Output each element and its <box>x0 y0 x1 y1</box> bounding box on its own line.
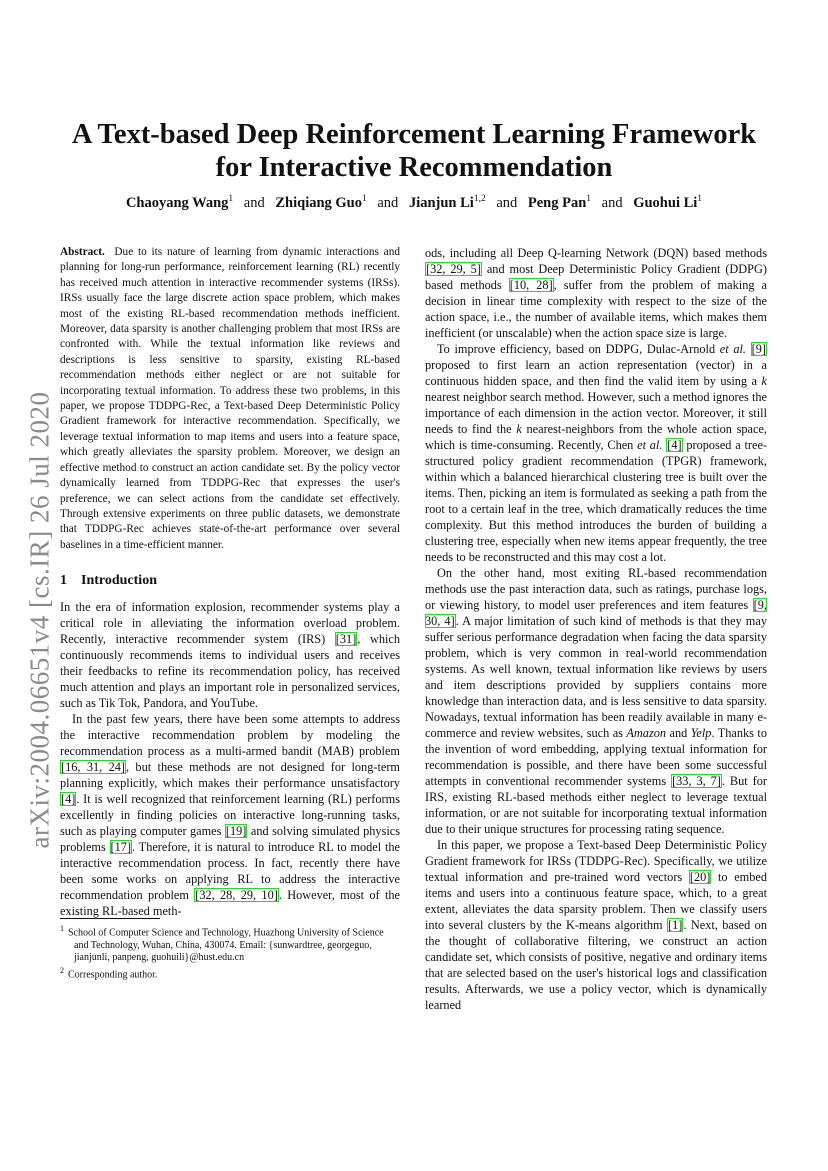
text-run: . Next, based on the thought of collaborative filtering, we construct an action candidate set, which consists of positive, negative and ordinary items that are selected based on the user's historical logs and classification results. Afterwards, we use a policy vector, which is dynamically learned <box>425 918 767 1012</box>
paragraph <box>425 565 767 837</box>
author-name: Jianjun Li <box>408 194 474 211</box>
paragraph <box>425 245 767 341</box>
section-title: Introduction <box>81 573 157 589</box>
italic-text: Yelp <box>690 726 712 740</box>
text-run: In the era of information explosion, recommender systems play a critical role in alleviating the information overload problem. Recently, interactive recommender system (IRS) <box>60 600 400 647</box>
text-run: . A major limitation of such kind of methods is that they may suffer serious performance degradation when facing the data sparsity problem, which is very common in real-world recommendation systems. As well known, textual information like reviews by users and item descriptions provided by suppliers contains more knowledge than interaction data, and is less sensitive to data sparsity. Nowadays, textual information has been readily available in many e-commerce and review websites, such as <box>425 614 767 740</box>
citation-link[interactable]: [31] <box>335 632 357 647</box>
citation-link[interactable]: [9] <box>751 342 766 356</box>
text-run: proposed a tree-structured policy gradient recommendation (TPGR) framework, within which a balanced hierarchical clustering tree is built over the items. Then, picking an item is formulated as seeking a path from the root to a certain leaf in the tree, which dramatically reduces the time complexity. But this method introduces the burden of building a clustering tree, especially when new items appear frequently, the tree needs to be reconstructed and this may cost a lot. <box>425 438 767 564</box>
footnote-2 <box>60 965 400 982</box>
text-run: and solving simulated physics problems <box>60 824 400 855</box>
citation-link[interactable]: [19] <box>225 824 247 839</box>
italic-text: et al. <box>719 342 746 356</box>
text-run: proposed to first learn an action representation (vector) in a continuous hidden space, and then find the valid item by using a <box>425 358 767 388</box>
footnote-mark: 2 <box>60 965 64 975</box>
text-run: . But for IRS, existing RL-based methods either neglect to leverage textual information, or are not suitable for incorporating textual information due to their unique structures for processing rating sequence. <box>425 774 767 836</box>
text-run: , but these methods are not designed for long-term planning explicitly, which makes their performance unsatisfactory <box>60 760 400 791</box>
text-run: and <box>666 726 691 740</box>
text-run: to embed items and users into a continuous feature space, which, to a great extent, alleviates the data sparsity problem. Then we classify users into several clusters by the K-means algorithm <box>425 870 767 932</box>
text-run: nearest-neighbors from the whole action space, which is time-consuming. Recently, Chen <box>425 422 767 452</box>
right-column <box>425 245 767 1013</box>
text-run: To improve efficiency, based on DDPG, Dulac-Arnold <box>437 342 720 356</box>
title-line-2: for Interactive Recommendation <box>215 152 613 183</box>
footnote-text: Corresponding author. <box>68 969 158 981</box>
text-run: , suffer from the problem of making a decision in linear time complexity with respect to the size of the action space, i.e., the number of available items, which makes them inefficient (or unscalable) when the action space size is large. <box>425 278 767 340</box>
paper-title <box>60 118 768 184</box>
author-name: Chaoyang Wang <box>125 194 229 211</box>
citation-link[interactable]: [17] <box>110 840 132 855</box>
author-name: Guohui Li <box>633 194 698 211</box>
citation-link[interactable]: [16, 31, 24] <box>61 760 125 775</box>
section-heading <box>60 573 400 589</box>
italic-text: et al. <box>637 438 663 452</box>
citation-link[interactable]: [1] <box>668 918 683 932</box>
text-run: In the past few years, there have been some attempts to address the interactive recommendation problem by modeling the recommendation process as a multi-armed bandit (MAB) problem <box>60 712 400 759</box>
abstract-text: Due to its nature of learning from dynamic interactions and planning for long-run performance, reinforcement learning (RL) recently has received much attention in interactive recommender systems (IRSs). IRSs usually face the large discrete action space problem, which makes most of the existing RL-based recommendation methods inefficient. Moreover, data sparsity is another challenging problem that most IRSs are confronted with. While the textual information like reviews and descriptions is less sensitive to sparsity, existing RL-based recommendation methods either neglect or are not suitable for incorporating textual information. To address these two problems, in this paper, we propose TDDPG-Rec, a Text-based Deep Deterministic Policy Gradient framework for interactive recommendation. Specifically, we leverage textual information to map items and users into a feature space, which greatly alleviates the sparsity problem. Moreover, we design an effective method to construct an action candidate set. By the policy vector dynamically learned from TDDPG-Rec that expresses the user's preference, we can select actions from the candidate set effectively. Through extensive experiments on three public datasets, we demonstrate that TDDPG-Rec achieves state-of-the-art performance over several baselines in a time-efficient manner. <box>60 246 400 551</box>
text-run: ods, including all Deep Q-learning Network (DQN) based methods <box>425 246 767 260</box>
citation-link[interactable]: [9, 30, 4] <box>425 598 767 628</box>
text-run: In this paper, we propose a Text-based Deep Deterministic Policy Gradient framework for IRSs (TDDPG-Rec). Specifically, we utilize textual information and pre-trained word vectors <box>425 838 767 884</box>
text-run: nearest neighbor search method. However, such a method ignores the importance of each dimension in the action vector. Moreover, it still needs to find the <box>425 390 767 436</box>
citation-link[interactable]: [32, 28, 29, 10] <box>195 888 278 903</box>
paragraph <box>60 711 400 919</box>
text-run: . It is well recognized that reinforcement learning (RL) performs excellently in finding policies on interactive long-running tasks, such as playing computer games <box>60 792 400 839</box>
author-list <box>60 194 768 212</box>
citation-link[interactable]: [10, 28] <box>509 278 553 292</box>
and-separator: and <box>496 194 518 211</box>
author-affiliation: 1 <box>228 194 234 204</box>
abstract-label: Abstract. <box>60 246 105 258</box>
abstract <box>60 245 400 553</box>
footnote-mark: 1 <box>60 924 64 933</box>
citation-link[interactable]: [4] <box>667 438 682 452</box>
footnotes <box>60 918 400 982</box>
math-variable: k <box>516 422 522 436</box>
text-run: and most Deep Deterministic Policy Gradient (DDPG) based methods <box>425 262 767 292</box>
math-variable: k <box>761 374 767 388</box>
text-run: , which continuously recommends items to individual users and receives their feedbacks to refine its recommendation policy, has received much attention and plays an important role in personalized services, such as Tik Tok, Pandora, and YouTube. <box>60 632 400 711</box>
and-separator: and <box>601 194 623 211</box>
paragraph <box>425 341 767 565</box>
author-affiliation: 1,2 <box>473 194 486 204</box>
footnote-rule <box>60 918 160 919</box>
author-affiliation: 1 <box>697 194 703 204</box>
italic-text: Amazon <box>626 726 667 740</box>
section-number: 1 <box>60 573 67 589</box>
text-run: . However, most of the existing RL-based meth- <box>60 888 400 919</box>
author-affiliation: 1 <box>586 194 592 204</box>
footnote-text: School of Computer Science and Technology, Huazhong University of Science and Technology, Wuhan, China, 430074. Email: {sunwardtree, georgeguo, jianjunli, panpeng, guohuili}@hust.edu.cn <box>68 927 384 964</box>
and-separator: and <box>377 194 399 211</box>
text-run: On the other hand, most exiting RL-based recommendation methods use the past interaction data, such as ratings, purchase logs, or viewing history, to model user preferences and item features <box>425 566 767 612</box>
title-line-1: A Text-based Deep Reinforcement Learning Framework <box>71 119 757 150</box>
paragraph <box>60 599 400 711</box>
author-name: Peng Pan <box>527 194 587 211</box>
text-run: . Therefore, it is natural to introduce RL to model the interactive recommendation process. In fact, recently there have been some works on applying RL to address the interactive recommendation problem <box>60 840 400 903</box>
arxiv-identifier: arXiv:2004.06651v4 [cs.IR] 26 Jul 2020 <box>24 391 55 849</box>
and-separator: and <box>243 194 265 211</box>
citation-link[interactable]: [4] <box>61 792 76 807</box>
citation-link[interactable]: [32, 29, 5] <box>426 262 481 276</box>
citation-link[interactable]: [33, 3, 7] <box>672 774 721 788</box>
author-affiliation: 1 <box>362 194 367 204</box>
text-run: . Thanks to the invention of word embedding, applying textual information for recommendation is possible, and there have been some successful attempts in conventional recommender systems <box>425 726 767 788</box>
left-column <box>60 245 400 919</box>
author-name: Zhiqiang Guo <box>275 194 362 211</box>
footnote-1 <box>60 923 400 965</box>
paragraph <box>425 837 767 1013</box>
citation-link[interactable]: [20] <box>689 870 711 884</box>
